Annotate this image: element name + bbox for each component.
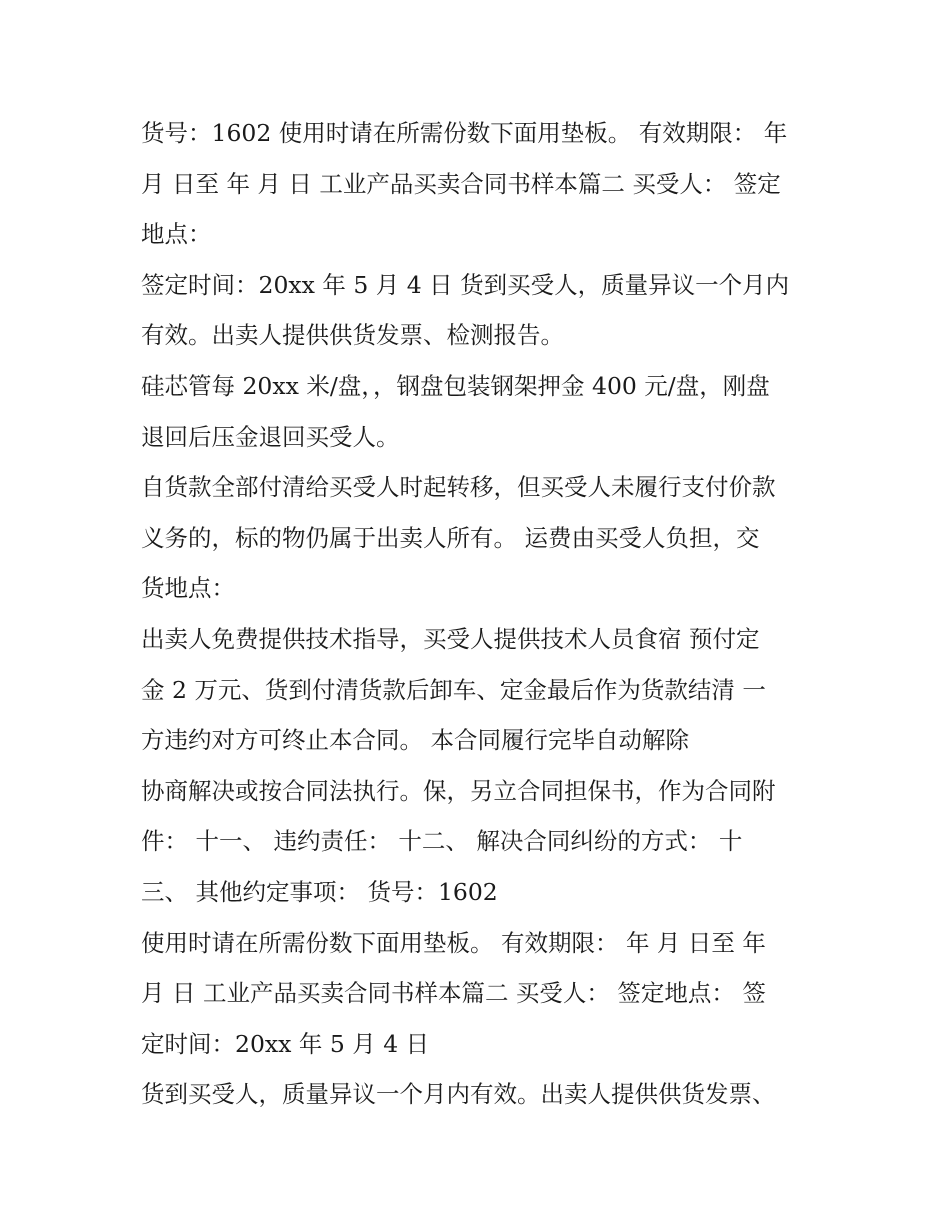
text-line: 货地点： <box>141 574 235 603</box>
text-line: 货号：1602 使用时请在所需份数下面用垫板。 有效期限： 年 <box>141 119 788 147</box>
text-line: 自货款全部付清给买受人时起转移，但买受人未履行支付价款 <box>141 473 776 502</box>
text-line: 方违约对方可终止本合同。 本合同履行完毕自动解除 <box>141 726 689 755</box>
text-line: 月 日 工业产品买卖合同书样本篇二 买受人： 签定地点： 签 <box>141 979 766 1008</box>
text-line: 三、 其他约定事项： 货号：1602 <box>141 877 498 906</box>
text-line: 定时间：20xx 年 5 月 4 日 <box>141 1029 430 1058</box>
text-line: 金 2 万元、货到付清货款后卸车、定金最后作为货款结清 一 <box>141 675 766 704</box>
text-line: 件： 十一、 违约责任： 十二、 解决合同纠纷的方式： 十 <box>141 827 743 856</box>
text-line: 签定时间：20xx 年 5 月 4 日 货到买受人，质量异议一个月内 <box>141 270 790 299</box>
text-line: 出卖人免费提供技术指导，买受人提供技术人员食宿 预付定 <box>141 624 760 653</box>
text-line: 月 日至 年 月 日 工业产品买卖合同书样本篇二 买受人： 签定 <box>141 169 781 198</box>
text-line: 协商解决或按合同法执行。保，另立合同担保书，作为合同附 <box>141 776 776 805</box>
text-line: 硅芯管每 20xx 米/盘，，钢盘包装钢架押金 400 元/盘，刚盘 <box>141 371 770 400</box>
text-line: 有效。出卖人提供供货发票、检测报告。 <box>141 321 564 350</box>
text-line: 义务的，标的物仍属于出卖人所有。 运费由买受人负担，交 <box>141 523 760 552</box>
text-line: 货到买受人，质量异议一个月内有效。出卖人提供供货发票、 <box>141 1080 776 1109</box>
text-line: 地点： <box>141 220 212 249</box>
text-line: 使用时请在所需份数下面用垫板。 有效期限： 年 月 日至 年 <box>141 928 766 957</box>
contract-text <box>141 108 821 1120</box>
text-line: 退回后压金退回买受人。 <box>141 422 400 451</box>
